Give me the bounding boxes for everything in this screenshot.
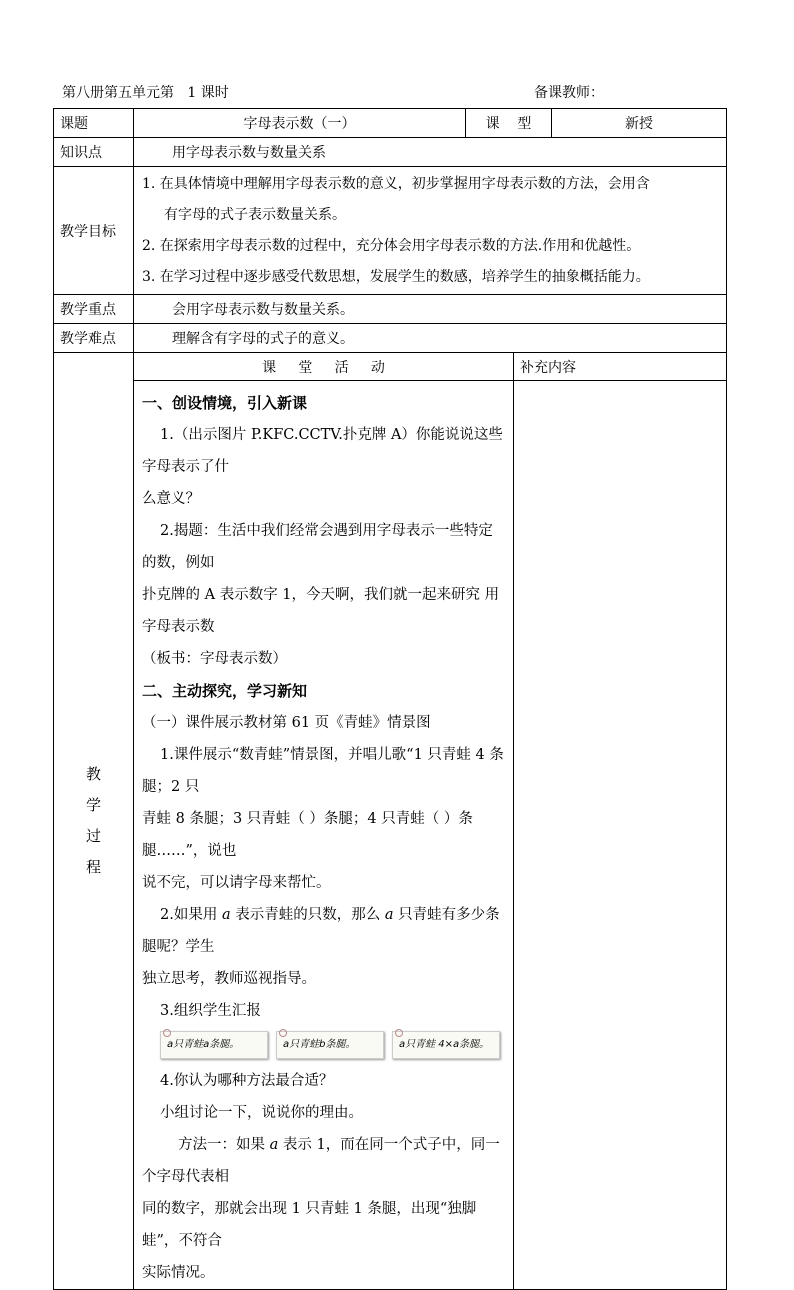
para-8b: 同的数字，那就会出现 1 只青蛙 1 条腿，出现“独脚蛙”，不符合: [142, 1201, 477, 1249]
goal-3: 3. 在学习过程中逐步感受代数思想，发展学生的数感，培养学生的抽象概括能力。: [142, 268, 650, 285]
text: 只青蛙有多少条腿呢？学生: [142, 907, 500, 955]
teacher-label: 备课教师：: [534, 85, 604, 101]
para-7: 小组讨论一下，说说你的理由。: [160, 1105, 363, 1121]
subsection-1: （一）课件展示教材第 61 页《青蛙》情景图: [142, 715, 431, 731]
goals-content: [134, 167, 727, 295]
topic-label: 课题: [54, 109, 134, 138]
para-2a: 2.揭题：生活中我们经常会遇到用字母表示一些特定的数，例如: [142, 523, 493, 571]
side-char: 教: [85, 765, 101, 783]
row-knowledge: [54, 138, 727, 167]
para-8c: 实际情况。: [142, 1265, 215, 1281]
supplement-header: 补充内容: [514, 353, 727, 381]
row-process-header: [54, 353, 727, 381]
para-1a: 1.（出示图片 P.KFC.CCTV.扑克牌 A）你能说说这些字母表示了什: [142, 427, 503, 475]
variable: a: [269, 1137, 279, 1153]
lesson-info: 第八册第五单元第 1 课时: [62, 85, 229, 101]
activity-header: 课 堂 活 动: [134, 353, 514, 381]
difficulty-label: 教学难点: [54, 324, 134, 353]
supplement-content: [514, 381, 727, 1290]
answer-note-2: a只青蛙b条腿。: [276, 1031, 384, 1059]
para-3b: 青蛙 8 条腿；3 只青蛙（ ）条腿；4 只青蛙（ ）条腿……”，说也: [142, 811, 473, 859]
process-side-label: [54, 353, 134, 1290]
topic-value: 字母表示数（一）: [134, 109, 466, 138]
row-key-point: [54, 295, 727, 324]
knowledge-label: 知识点: [54, 138, 134, 167]
variable: a: [221, 907, 231, 923]
answer-note-3: a只青蛙 4×a条腿。: [392, 1031, 500, 1059]
row-topic: [54, 109, 727, 138]
section-1-title: 一、创设情境，引入新课: [142, 394, 308, 412]
para-4b: 独立思考，教师巡视指导。: [142, 971, 316, 987]
activity-content: [134, 381, 514, 1290]
row-goals: [54, 167, 727, 295]
type-value: 新授: [552, 109, 727, 138]
section-2-title: 二、主动探究，学习新知: [142, 682, 308, 700]
text: 表示 1，而在同一个式子中，同一个字母代表相: [142, 1137, 500, 1185]
para-8a: [142, 1129, 507, 1193]
knowledge-value: 用字母表示数与数量关系: [134, 138, 727, 167]
text: 2.如果用: [160, 907, 222, 923]
type-label: 课 型: [466, 109, 552, 138]
side-char: 过: [85, 827, 101, 845]
side-char: 学: [85, 796, 101, 814]
goals-label: 教学目标: [54, 167, 134, 295]
para-3c: 说不完，可以请字母来帮忙。: [142, 875, 331, 891]
variable: a: [384, 907, 394, 923]
text: 方法一：如果: [178, 1137, 270, 1153]
para-3a: 1.课件展示“数青蛙”情景图，并唱儿歌“1 只青蛙 4 条腿；2 只: [142, 747, 504, 795]
key-value: 会用字母表示数与数量关系。: [134, 295, 727, 324]
page-header: [62, 82, 732, 102]
para-5: 3.组织学生汇报: [160, 1003, 261, 1019]
row-process-body: [54, 381, 727, 1290]
goal-1-cont: 有字母的式子表示数量关系。: [164, 206, 346, 223]
para-1b: 么意义？: [142, 491, 200, 507]
difficulty-value: 理解含有字母的式子的意义。: [134, 324, 727, 353]
goal-2: 2. 在探索用字母表示数的过程中，充分体会用字母表示数的方法.作用和优越性。: [142, 237, 641, 254]
para-2b: 扑克牌的 A 表示数字 1，今天啊，我们就一起来研究 用字母表示数: [142, 587, 500, 635]
side-char: 程: [85, 858, 101, 876]
para-6: 4.你认为哪种方法最合适？: [160, 1073, 334, 1089]
goal-1: 1. 在具体情境中理解用字母表示数的意义，初步掌握用字母表示数的方法，会用含: [142, 175, 650, 192]
student-answers: [160, 1031, 507, 1059]
key-label: 教学重点: [54, 295, 134, 324]
row-difficulty: [54, 324, 727, 353]
para-4a: [142, 899, 507, 963]
lesson-plan-table: [53, 108, 727, 1290]
para-2c: （板书：字母表示数）: [142, 651, 287, 667]
text: 表示青蛙的只数，那么: [230, 907, 385, 923]
answer-note-1: a只青蛙a条腿。: [160, 1031, 268, 1059]
